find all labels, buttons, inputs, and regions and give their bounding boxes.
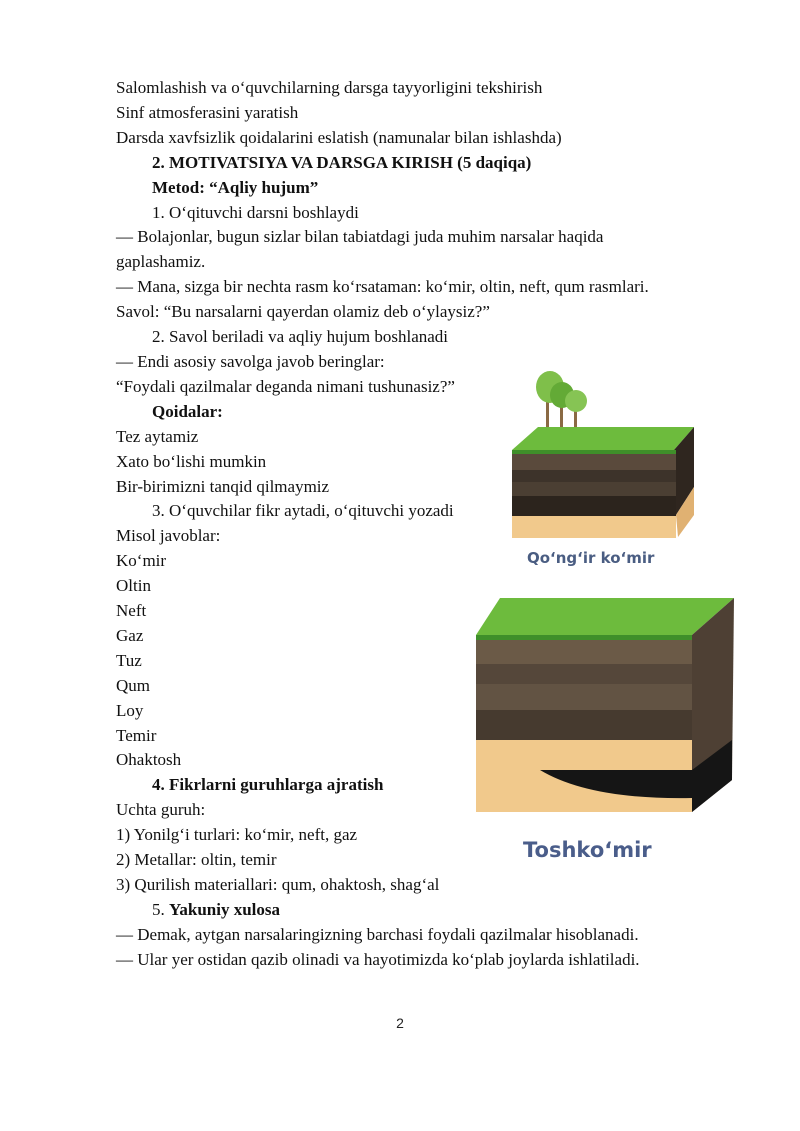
list-item: Qum <box>116 675 150 695</box>
text-line: — Mana, sizga bir nechta rasm ko‘rsataman: ko‘mir, oltin, neft, qum rasmlari. <box>116 277 649 297</box>
brown-coal-illustration <box>500 365 700 550</box>
text-line: 3. O‘quvchilar fikr aytadi, o‘qituvchi yozadi <box>152 501 454 521</box>
text-line: Tez aytamiz <box>116 426 199 446</box>
rules-heading: Qoidalar: <box>152 401 223 421</box>
list-item: Gaz <box>116 625 144 645</box>
text-line: Bir-birimizni tanqid qilmaymiz <box>116 476 330 496</box>
text-line: Savol: “Bu narsalarni qayerdan olamiz deb o‘ylaysiz?” <box>116 302 490 322</box>
brown-coal-caption: Qo‘ng‘ir ko‘mir <box>527 549 655 567</box>
method-heading: Metod: “Aqliy hujum” <box>152 177 319 197</box>
list-item: Neft <box>116 601 147 621</box>
list-item: Ohaktosh <box>116 750 182 770</box>
list-item: Oltin <box>116 576 151 596</box>
list-item: Ko‘mir <box>116 551 167 571</box>
text-line: 3) Qurilish materiallari: qum, ohaktosh, shag‘al <box>116 875 440 894</box>
section-heading: 2. MOTIVATSIYA VA DARSGA KIRISH (5 daqiqa) <box>152 152 532 172</box>
text-line: 1) Yonilg‘i turlari: ko‘mir, neft, gaz <box>116 825 358 845</box>
text-line: gaplashamiz. <box>116 252 206 272</box>
text-line: — Bolajonlar, bugun sizlar bilan tabiatdagi juda muhim narsalar haqida <box>116 227 604 247</box>
text-line: 2) Metallar: oltin, temir <box>116 850 277 870</box>
text-line: Sinf atmosferasini yaratish <box>116 102 299 122</box>
list-item: Temir <box>116 725 157 745</box>
list-item: Loy <box>116 700 144 720</box>
section-heading: 5. Yakuniy xulosa <box>152 899 281 919</box>
text-line: Salomlashish va o‘quvchilarning darsga tayyorligini tekshirish <box>116 78 543 97</box>
text-line: “Foydali qazilmalar deganda nimani tushunasiz?” <box>116 376 455 396</box>
text-line: — Demak, aytgan narsalaringizning barchasi foydali qazilmalar hisoblanadi. <box>116 924 639 944</box>
section-heading: 4. Fikrlarni guruhlarga ajratish <box>152 775 384 795</box>
text-line: 2. Savol beriladi va aqliy hujum boshlanadi <box>152 327 449 347</box>
text-line: Xato bo‘lishi mumkin <box>116 451 267 471</box>
text-line: Misol javoblar: <box>116 526 221 546</box>
text-line: Uchta guruh: <box>116 800 206 820</box>
text-line: Darsda xavfsizlik qoidalarini eslatish (namunalar bilan ishlashda) <box>116 127 562 147</box>
text-line: 1. O‘qituvchi darsni boshlaydi <box>152 202 359 222</box>
text-line: — Ular yer ostidan qazib olinadi va hayotimizda ko‘plab joylarda ishlatiladi. <box>116 949 640 969</box>
page-number: 2 <box>396 1015 404 1031</box>
hard-coal-caption: Toshko‘mir <box>523 838 652 862</box>
list-item: Tuz <box>116 650 142 670</box>
hard-coal-illustration <box>470 590 740 835</box>
text-line: — Endi asosiy savolga javob beringlar: <box>116 351 385 371</box>
